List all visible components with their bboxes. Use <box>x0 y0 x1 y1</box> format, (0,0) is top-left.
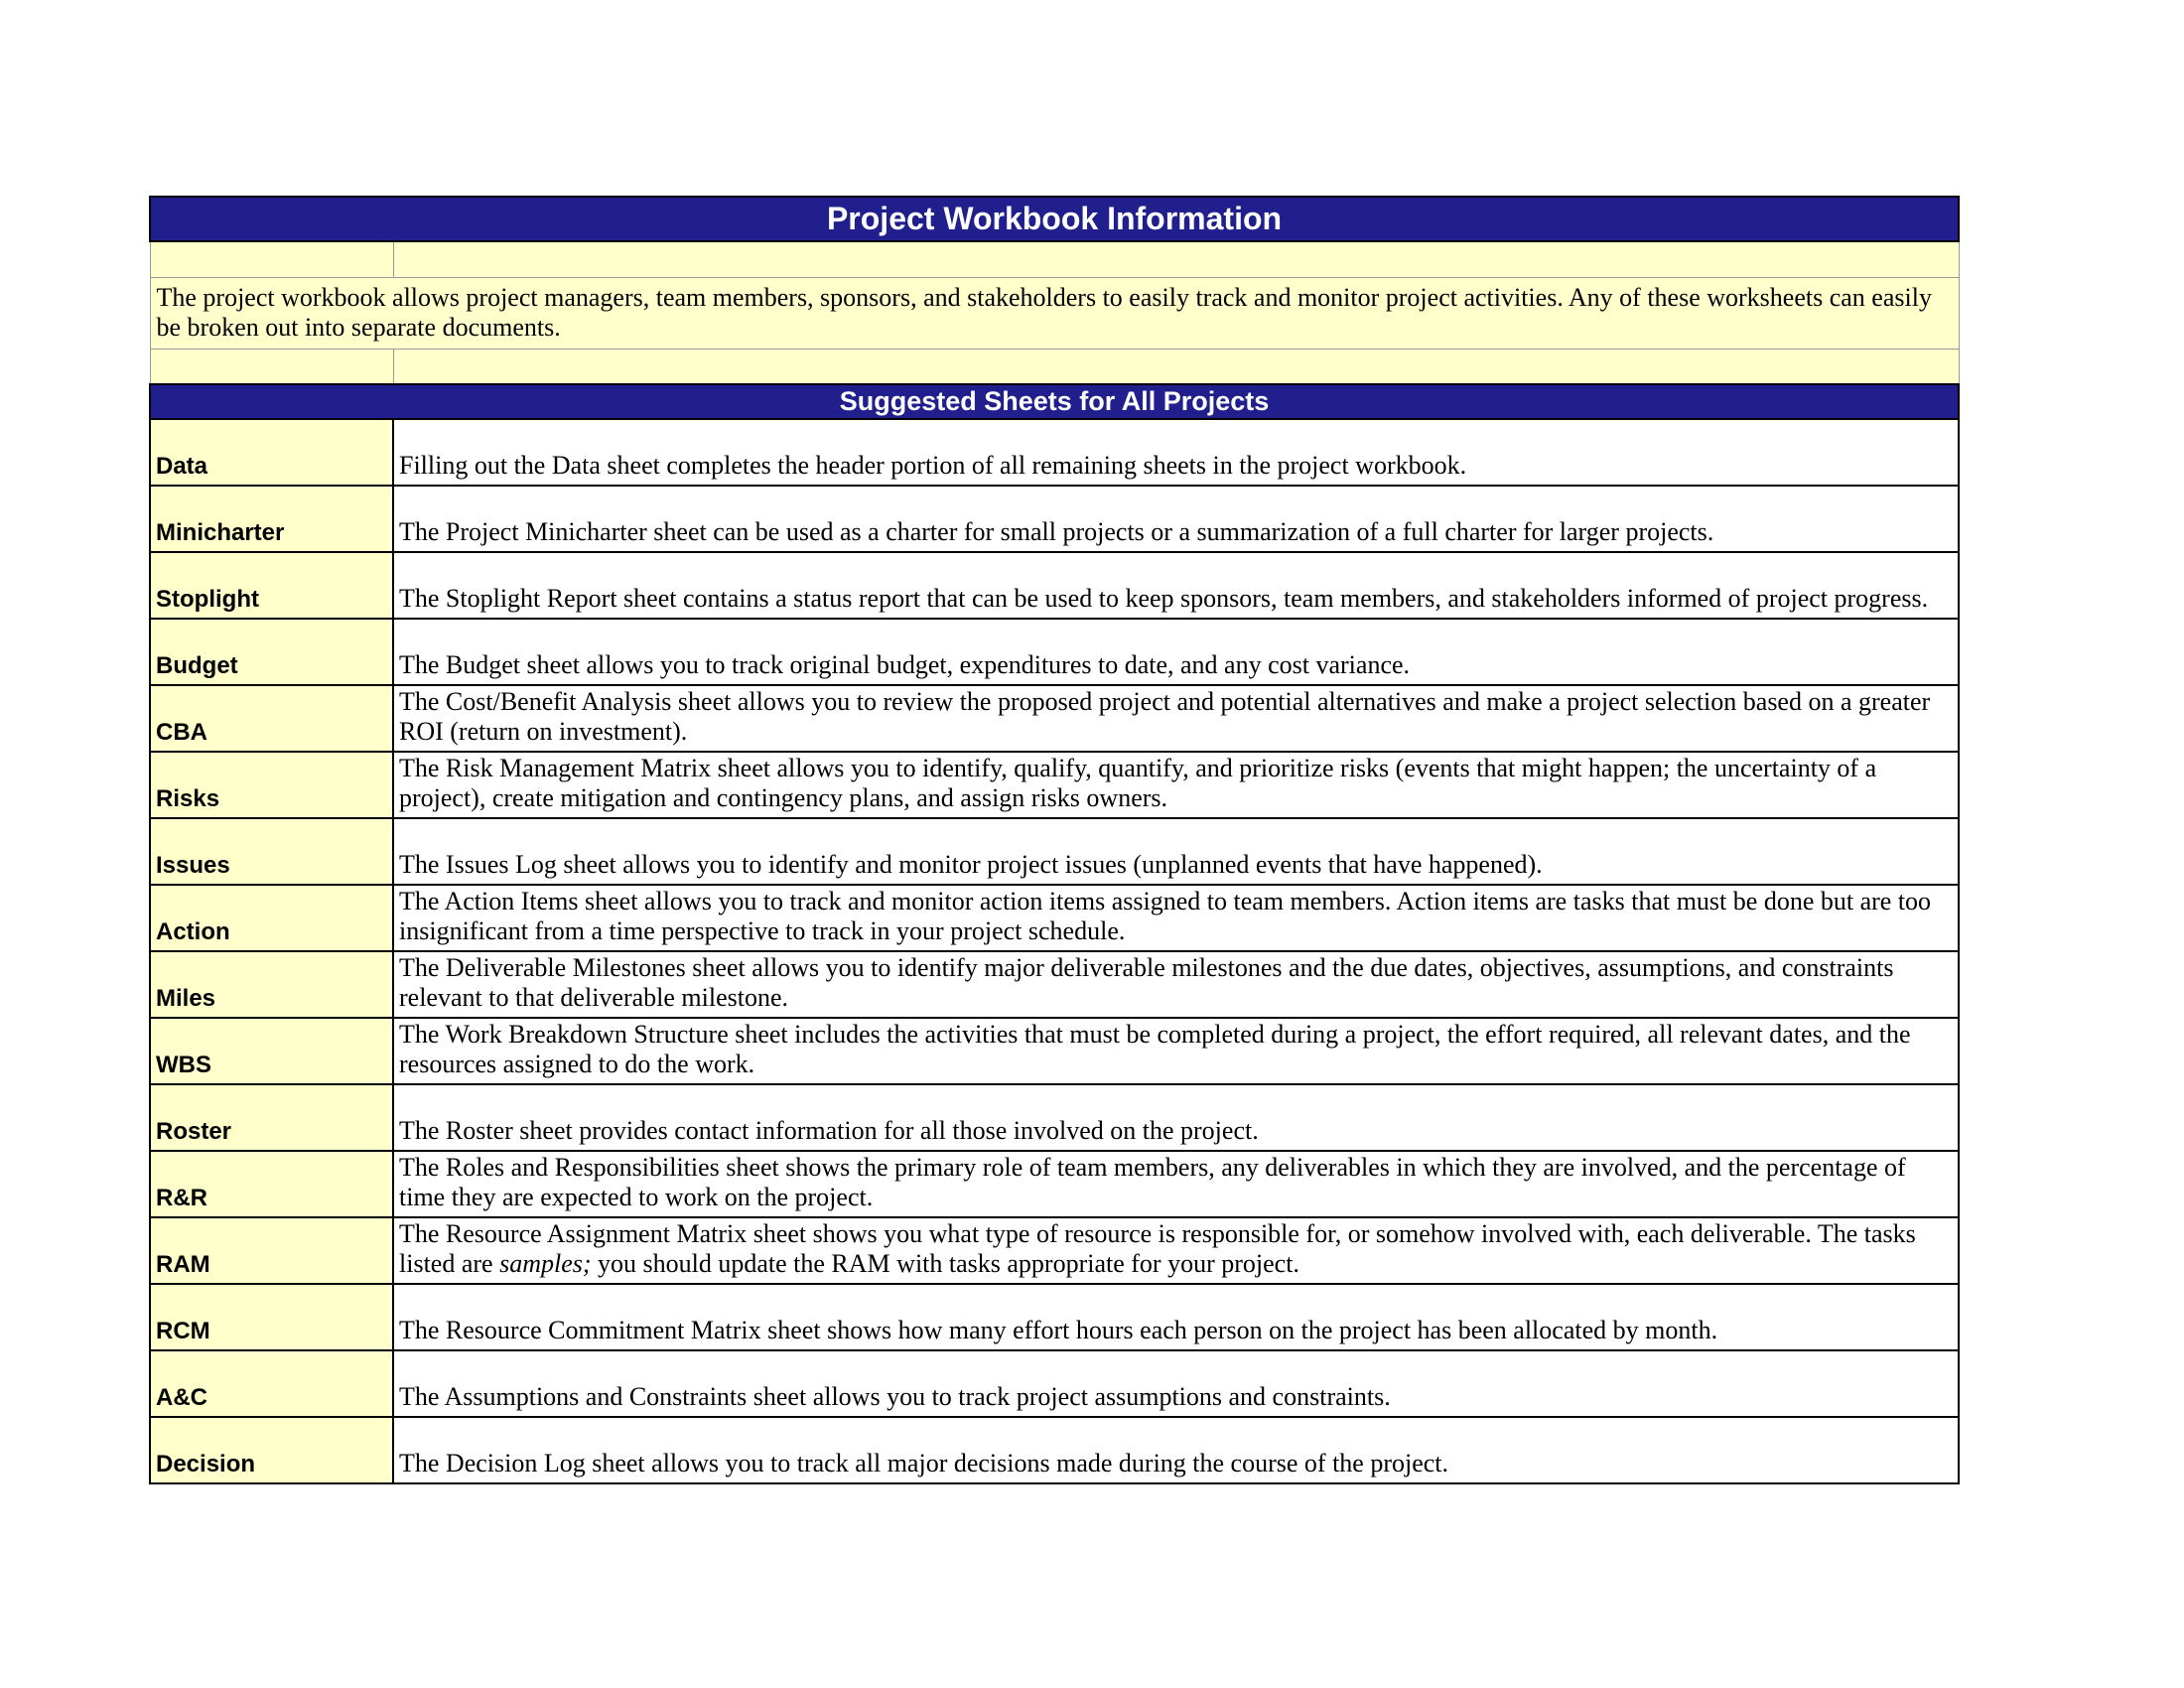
sheet-description: The Stoplight Report sheet contains a status report that can be used to keep sponsors, team members, and stakeholders informed of project progress. <box>393 552 1959 619</box>
sheet-row <box>150 1417 1959 1483</box>
sheet-row <box>150 752 1959 818</box>
sheet-row <box>150 552 1959 619</box>
sheet-row <box>150 818 1959 885</box>
sheet-description: The Issues Log sheet allows you to identify and monitor project issues (unplanned events that have happened). <box>393 818 1959 885</box>
sheet-name: A&C <box>150 1350 393 1417</box>
intro-row <box>150 277 1959 349</box>
sheet-description <box>393 1217 1959 1284</box>
sheet-row <box>150 951 1959 1018</box>
page-title: Project Workbook Information <box>150 197 1959 241</box>
sheet-description: The Assumptions and Constraints sheet allows you to track project assumptions and constraints. <box>393 1350 1959 1417</box>
title-row <box>150 197 1959 241</box>
sheet-row <box>150 1217 1959 1284</box>
sheet-name: Stoplight <box>150 552 393 619</box>
blank-row <box>150 241 1959 277</box>
sheet-description: The Cost/Benefit Analysis sheet allows you to review the proposed project and potential alternatives and make a project selection based on a greater ROI (return on investment). <box>393 685 1959 752</box>
blank-row <box>150 349 1959 384</box>
sheet-description: The Work Breakdown Structure sheet includes the activities that must be completed during a project, the effort required, all relevant dates, and the resources assigned to do the work. <box>393 1018 1959 1084</box>
sheet-row <box>150 1151 1959 1217</box>
sheet-description: The Decision Log sheet allows you to track all major decisions made during the course of the project. <box>393 1417 1959 1483</box>
sheet-description: The Roster sheet provides contact information for all those involved on the project. <box>393 1084 1959 1151</box>
sheet-description: The Roles and Responsibilities sheet shows the primary role of team members, any deliverables in which they are involved, and the percentage of time they are expected to work on the project. <box>393 1151 1959 1217</box>
workbook-info-table <box>149 196 1960 1484</box>
sheet-description: The Project Minicharter sheet can be used as a charter for small projects or a summarization of a full charter for larger projects. <box>393 486 1959 552</box>
sheet-name: Budget <box>150 619 393 685</box>
sheet-name: RCM <box>150 1284 393 1350</box>
sheet-name: Issues <box>150 818 393 885</box>
sheet-description-emphasis: samples; <box>499 1249 592 1278</box>
sheet-row <box>150 1084 1959 1151</box>
sheet-row <box>150 1018 1959 1084</box>
sheet-name: RAM <box>150 1217 393 1284</box>
sheet-description: The Budget sheet allows you to track original budget, expenditures to date, and any cost variance. <box>393 619 1959 685</box>
sheet-row <box>150 885 1959 951</box>
sheet-row <box>150 1284 1959 1350</box>
sheet-description: The Deliverable Milestones sheet allows you to identify major deliverable milestones and the due dates, objectives, assumptions, and constraints relevant to that deliverable milestone. <box>393 951 1959 1018</box>
sheet-row <box>150 685 1959 752</box>
sheet-row <box>150 419 1959 486</box>
sheet-description-part: The Resource Assignment Matrix sheet shows you what type of resource is responsible for, or somehow involved with, each deliverable. The tasks listed are <box>399 1219 1916 1278</box>
blank-cell[interactable] <box>150 241 393 277</box>
sheet-name: Action <box>150 885 393 951</box>
sheet-row <box>150 619 1959 685</box>
sheet-description: The Action Items sheet allows you to track and monitor action items assigned to team members. Action items are tasks that must be done but are too insignificant from a time perspective to track in your project schedule. <box>393 885 1959 951</box>
sheet-name: Roster <box>150 1084 393 1151</box>
sheet-description: The Resource Commitment Matrix sheet shows how many effort hours each person on the project has been allocated by month. <box>393 1284 1959 1350</box>
sheet-description: The Risk Management Matrix sheet allows you to identify, qualify, quantify, and prioritize risks (events that might happen; the uncertainty of a project), create mitigation and contingency plans, and assign risks owners. <box>393 752 1959 818</box>
sheet-name: R&R <box>150 1151 393 1217</box>
blank-cell[interactable] <box>150 349 393 384</box>
blank-cell[interactable] <box>393 349 1959 384</box>
sheet-description: Filling out the Data sheet completes the header portion of all remaining sheets in the project workbook. <box>393 419 1959 486</box>
sheet-name: WBS <box>150 1018 393 1084</box>
sheet-description-part: you should update the RAM with tasks appropriate for your project. <box>591 1249 1299 1278</box>
section-header-row <box>150 384 1959 419</box>
section-title: Suggested Sheets for All Projects <box>150 384 1959 419</box>
sheet-name: Data <box>150 419 393 486</box>
intro-text: The project workbook allows project managers, team members, sponsors, and stakeholders to easily track and monitor project activities. Any of these worksheets can easily be broken out into separate documents. <box>150 277 1959 349</box>
sheet-name: CBA <box>150 685 393 752</box>
sheet-name: Minicharter <box>150 486 393 552</box>
sheet-name: Risks <box>150 752 393 818</box>
blank-cell[interactable] <box>393 241 1959 277</box>
sheet-row <box>150 1350 1959 1417</box>
sheet-name: Decision <box>150 1417 393 1483</box>
sheet-row <box>150 486 1959 552</box>
sheet-name: Miles <box>150 951 393 1018</box>
